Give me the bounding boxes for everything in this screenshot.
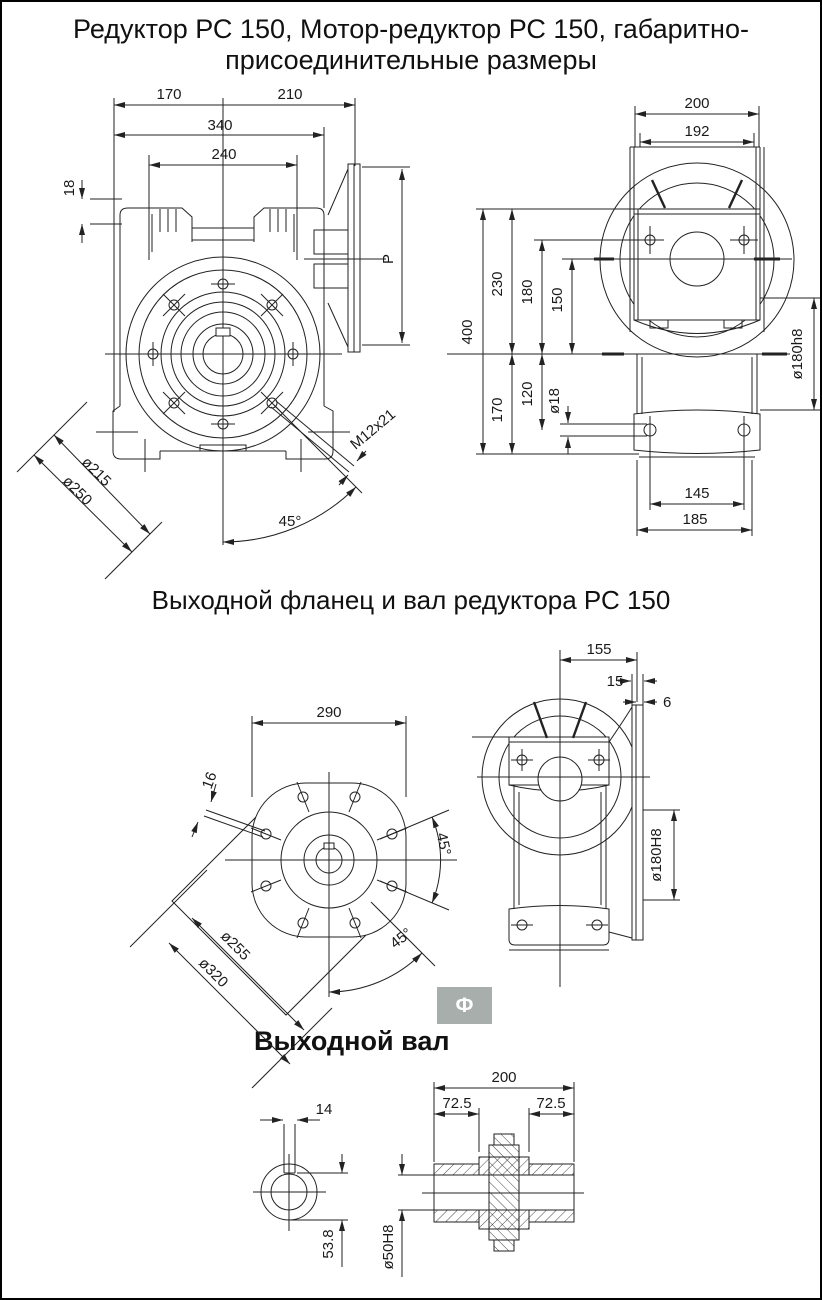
gearbox-front-view [17, 86, 410, 579]
dim-155: 155 [586, 641, 612, 658]
dim-170: 170 [156, 86, 182, 103]
dim-145: 145 [684, 485, 710, 502]
dim-72-5-left: 72.5 [442, 1095, 472, 1112]
technical-drawing-canvas [2, 2, 822, 1300]
dim-bore-d50H8: ø50H8 [380, 1224, 397, 1270]
dim-angle-45-lower: 45° [387, 924, 416, 953]
dim-200: 200 [684, 95, 710, 112]
shaft-section-title: Выходной вал [254, 1026, 450, 1056]
dim-key-14: 14 [315, 1101, 333, 1118]
dim-180: 180 [519, 279, 536, 305]
dim-200-shaft: 200 [491, 1069, 517, 1086]
output-shaft-section-view [380, 1069, 584, 1277]
dim-P: P [380, 253, 397, 265]
dim-53-8: 53.8 [320, 1229, 337, 1259]
dim-stud-16: 16 [198, 769, 221, 792]
dim-240: 240 [211, 146, 237, 163]
page-title: Редуктор РС 150, Мотор-редуктор РС 150, габаритно-присоединительные размеры [73, 14, 749, 76]
dim-stud-m12x21: M12x21 [347, 405, 400, 454]
flange-symbol: Ф [455, 993, 474, 1017]
dim-290: 290 [316, 704, 342, 721]
dim-72-5-right: 72.5 [536, 1095, 566, 1112]
output-flange-front-view [130, 704, 457, 1088]
output-flange-side-view [472, 641, 680, 987]
dim-120: 120 [519, 381, 536, 407]
dim-spigot-d180H8: ø180H8 [648, 828, 665, 882]
dim-6: 6 [663, 694, 672, 711]
dim-18: 18 [61, 179, 78, 197]
dim-185: 185 [682, 511, 708, 528]
dim-hole-d18: ø18 [546, 388, 563, 414]
dim-15: 15 [606, 673, 624, 690]
dim-angle-45: 45° [278, 513, 302, 530]
dim-spigot-d180h8: ø180h8 [789, 328, 806, 380]
dim-192: 192 [684, 123, 710, 140]
dim-d255: ø255 [217, 927, 254, 964]
dim-d320: ø320 [195, 954, 232, 991]
output-shaft-end-view [253, 1101, 348, 1267]
flange-section-title: Выходной фланец и вал редуктора РС 150 [151, 585, 671, 615]
dim-d215: ø215 [78, 453, 115, 490]
dim-230: 230 [489, 271, 506, 297]
dim-340: 340 [207, 117, 233, 134]
gearbox-side-view [447, 95, 820, 536]
dim-150: 150 [549, 287, 566, 313]
dim-210: 210 [277, 86, 303, 103]
dim-400: 400 [459, 319, 476, 345]
dim-170-side: 170 [489, 397, 506, 423]
dim-angle-45-upper: 45° [432, 831, 455, 857]
dim-d250: ø250 [59, 472, 96, 509]
